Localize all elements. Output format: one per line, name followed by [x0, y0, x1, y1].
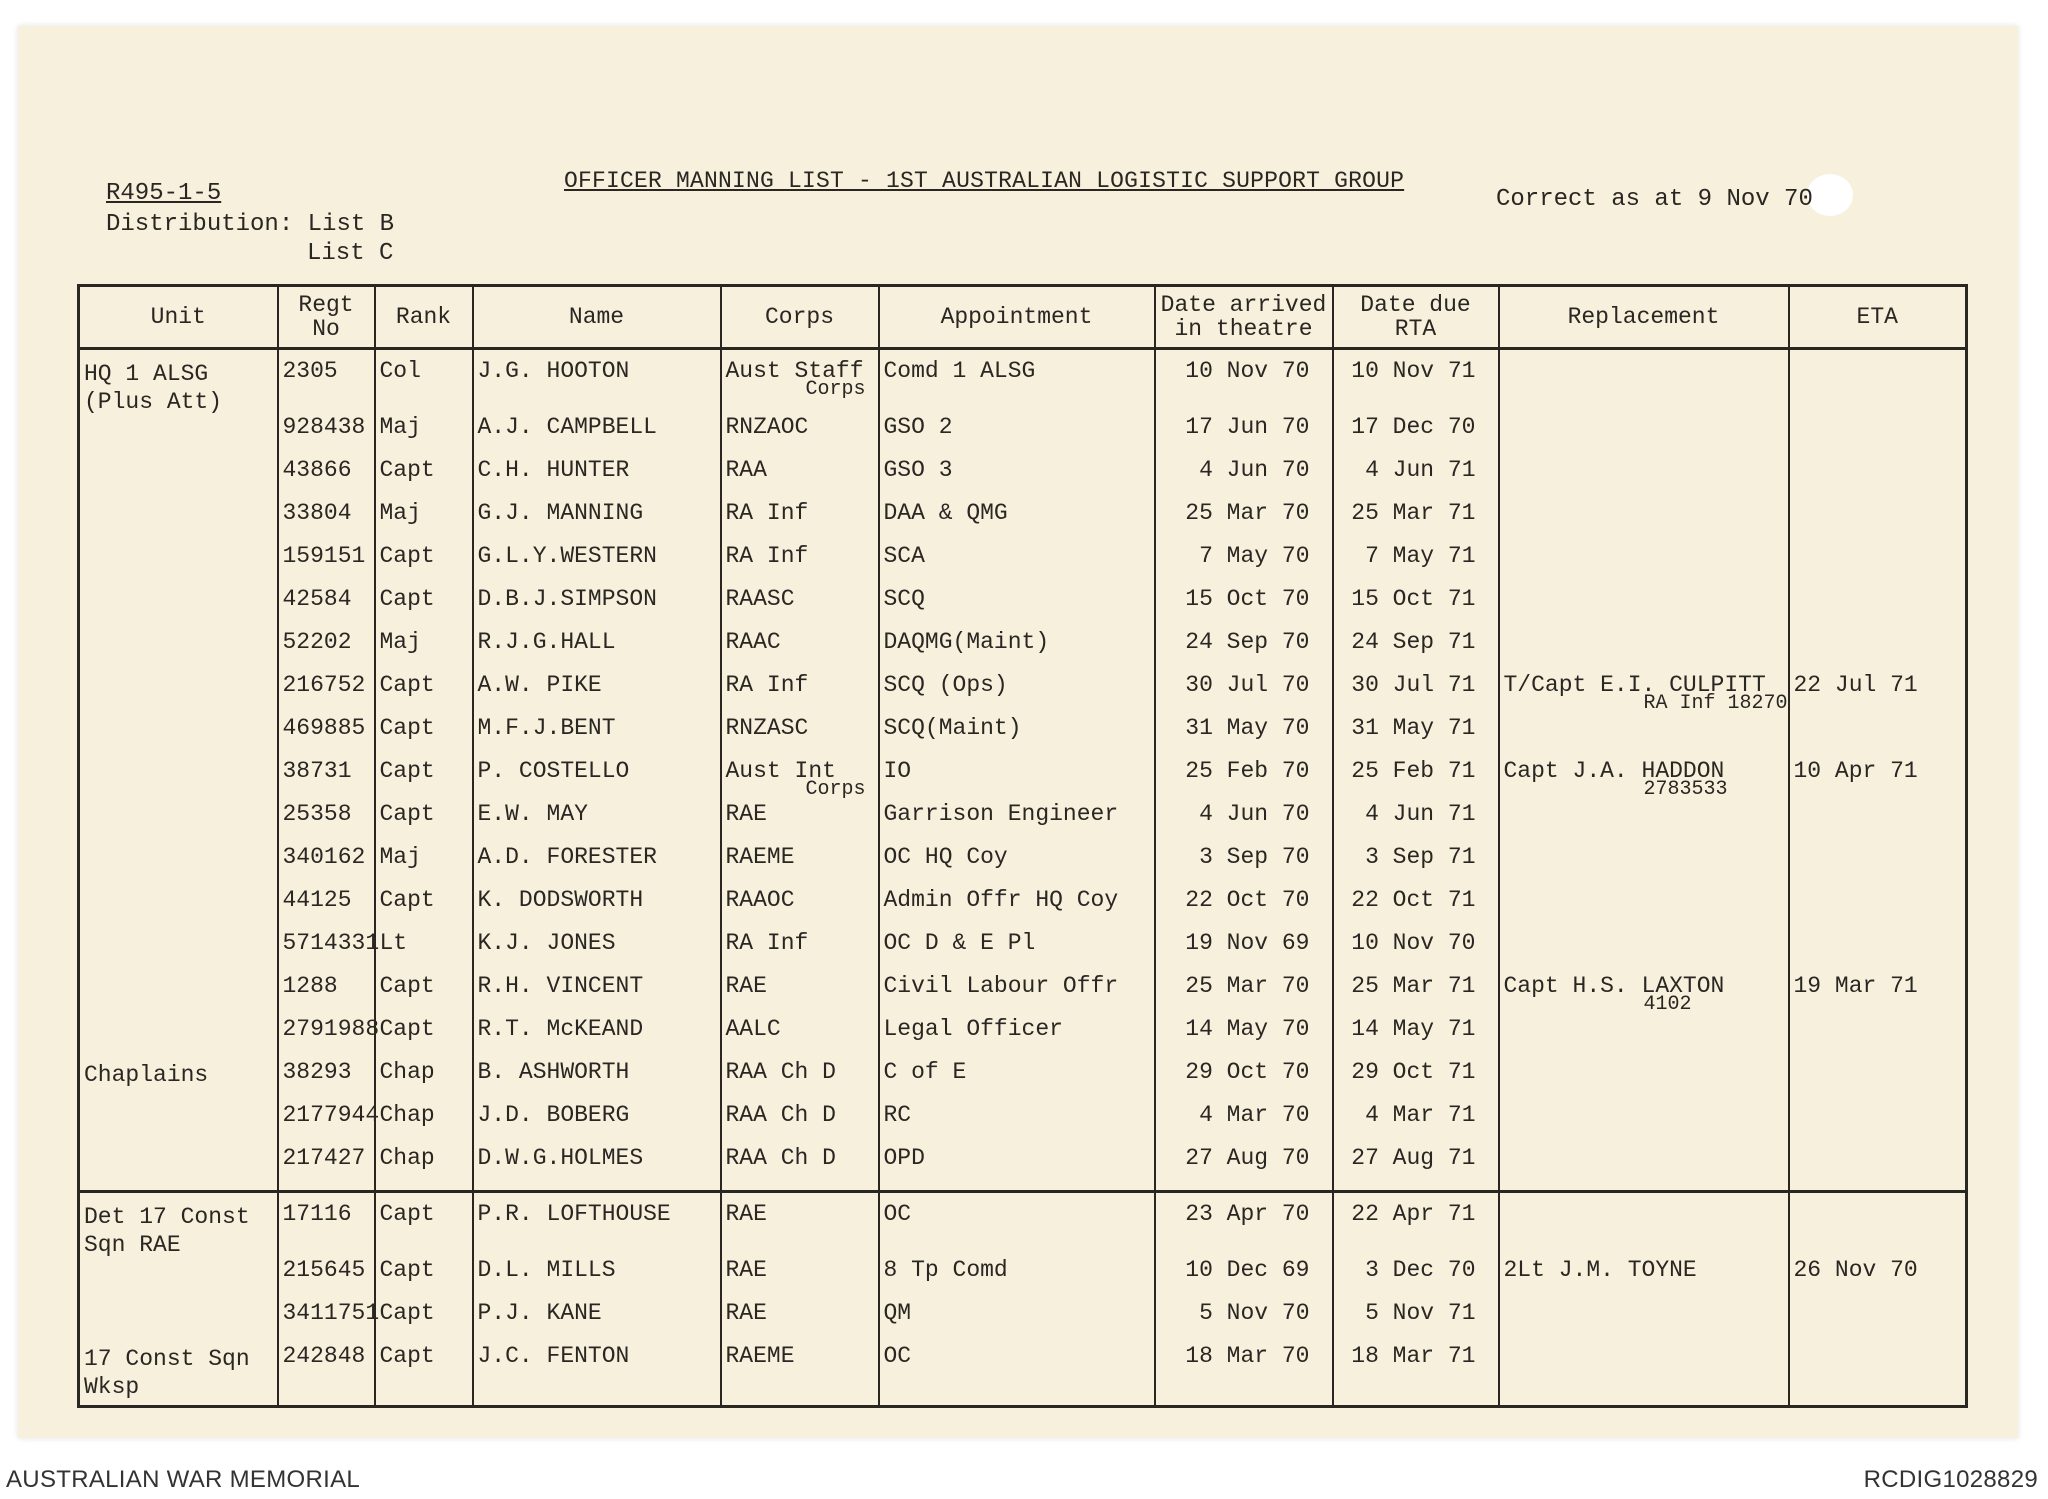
- cell-date-due: 10 Nov 71: [1333, 349, 1499, 417]
- cell-corps: RAE: [721, 803, 879, 846]
- cell-appointment: Garrison Engineer: [879, 803, 1155, 846]
- cell-corps: RAA Ch D: [721, 1061, 879, 1104]
- col-corps: Corps: [721, 286, 879, 349]
- cell-unit: [79, 459, 278, 502]
- cell-corps: RA Inf: [721, 545, 879, 588]
- cell-date-due: 18 Mar 71: [1333, 1345, 1499, 1407]
- cell-date-due: 15 Oct 71: [1333, 588, 1499, 631]
- cell-corps: RAE: [721, 1302, 879, 1345]
- cell-replacement: Capt J.A. HADDON 2783533: [1499, 760, 1789, 803]
- table-row: [79, 1259, 1967, 1302]
- cell-corps: RAE: [721, 1192, 879, 1260]
- table-row: [79, 674, 1967, 717]
- cell-regt-no: 217427: [278, 1147, 375, 1192]
- cell-replacement: [1499, 1192, 1789, 1260]
- cell-replacement: [1499, 349, 1789, 417]
- cell-corps: RA Inf: [721, 502, 879, 545]
- cell-rank: Capt: [375, 1345, 473, 1407]
- cell-eta: [1789, 459, 1967, 502]
- table-row: [79, 803, 1967, 846]
- cell-eta: [1789, 1104, 1967, 1147]
- cell-replacement: Capt H.S. LAXTON 4102: [1499, 975, 1789, 1018]
- cell-unit: [79, 760, 278, 803]
- cell-name: K. DODSWORTH: [473, 889, 721, 932]
- cell-date-arrived: 7 May 70: [1155, 545, 1333, 588]
- cell-rank: Maj: [375, 631, 473, 674]
- cell-eta: [1789, 1302, 1967, 1345]
- cell-rank: Capt: [375, 1018, 473, 1061]
- distribution-label: Distribution:: [106, 211, 294, 238]
- cell-regt-no: 38731: [278, 760, 375, 803]
- cell-eta: [1789, 502, 1967, 545]
- cell-replacement: [1499, 1061, 1789, 1104]
- cell-name: D.W.G.HOLMES: [473, 1147, 721, 1192]
- cell-appointment: GSO 3: [879, 459, 1155, 502]
- cell-unit: Chaplains: [79, 1061, 278, 1104]
- cell-regt-no: 216752: [278, 674, 375, 717]
- cell-unit: [79, 975, 278, 1018]
- cell-rank: Maj: [375, 846, 473, 889]
- cell-name: R.T. McKEAND: [473, 1018, 721, 1061]
- cell-date-arrived: 4 Mar 70: [1155, 1104, 1333, 1147]
- cell-appointment: OC: [879, 1345, 1155, 1407]
- cell-date-arrived: 3 Sep 70: [1155, 846, 1333, 889]
- cell-corps: RAEME: [721, 846, 879, 889]
- cell-rank: Chap: [375, 1061, 473, 1104]
- cell-regt-no: 928438: [278, 416, 375, 459]
- cell-eta: [1789, 1345, 1967, 1407]
- col-eta: ETA: [1789, 286, 1967, 349]
- table-row: [79, 459, 1967, 502]
- cell-rank: Capt: [375, 717, 473, 760]
- table-row: [79, 717, 1967, 760]
- cell-appointment: GSO 2: [879, 416, 1155, 459]
- cell-replacement: [1499, 932, 1789, 975]
- cell-unit: [79, 1302, 278, 1345]
- cell-name: J.C. FENTON: [473, 1345, 721, 1407]
- cell-date-arrived: 29 Oct 70: [1155, 1061, 1333, 1104]
- cell-eta: [1789, 1147, 1967, 1192]
- cell-date-due: 10 Nov 70: [1333, 932, 1499, 975]
- footer-id: RCDIG1028829: [1863, 1466, 2038, 1493]
- cell-regt-no: 2305: [278, 349, 375, 417]
- table-body: [79, 349, 1967, 1407]
- cell-corps: RAE: [721, 975, 879, 1018]
- cell-eta: [1789, 889, 1967, 932]
- cell-unit: [79, 889, 278, 932]
- cell-date-arrived: 5 Nov 70: [1155, 1302, 1333, 1345]
- cell-corps: RAA Ch D: [721, 1104, 879, 1147]
- cell-name: A.D. FORESTER: [473, 846, 721, 889]
- cell-corps: RAAOC: [721, 889, 879, 932]
- cell-eta: [1789, 717, 1967, 760]
- distribution-list-c: List C: [307, 240, 394, 267]
- col-unit: Unit: [79, 286, 278, 349]
- cell-name: G.J. MANNING: [473, 502, 721, 545]
- cell-replacement: [1499, 889, 1789, 932]
- cell-date-arrived: 30 Jul 70: [1155, 674, 1333, 717]
- document-title: OFFICER MANNING LIST - 1ST AUSTRALIAN LOGISTIC SUPPORT GROUP: [564, 168, 1405, 194]
- cell-replacement: [1499, 803, 1789, 846]
- cell-unit: HQ 1 ALSG (Plus Att): [79, 349, 278, 417]
- cell-regt-no: 25358: [278, 803, 375, 846]
- cell-date-due: 31 May 71: [1333, 717, 1499, 760]
- cell-name: D.B.J.SIMPSON: [473, 588, 721, 631]
- cell-replacement: T/Capt E.I. CULPITT RA Inf 18270: [1499, 674, 1789, 717]
- cell-name: D.L. MILLS: [473, 1259, 721, 1302]
- cell-regt-no: 469885: [278, 717, 375, 760]
- cell-name: C.H. HUNTER: [473, 459, 721, 502]
- cell-unit: [79, 846, 278, 889]
- cell-corps: RAA Ch D: [721, 1147, 879, 1192]
- cell-date-due: 29 Oct 71: [1333, 1061, 1499, 1104]
- cell-appointment: Admin Offr HQ Coy: [879, 889, 1155, 932]
- cell-regt-no: 242848: [278, 1345, 375, 1407]
- cell-appointment: Legal Officer: [879, 1018, 1155, 1061]
- cell-regt-no: 44125: [278, 889, 375, 932]
- cell-regt-no: 38293: [278, 1061, 375, 1104]
- cell-eta: 22 Jul 71: [1789, 674, 1967, 717]
- cell-name: R.H. VINCENT: [473, 975, 721, 1018]
- cell-eta: [1789, 932, 1967, 975]
- table-row: [79, 1192, 1967, 1260]
- cell-name: E.W. MAY: [473, 803, 721, 846]
- cell-appointment: SCQ: [879, 588, 1155, 631]
- cell-name: M.F.J.BENT: [473, 717, 721, 760]
- footer-source: AUSTRALIAN WAR MEMORIAL: [6, 1466, 361, 1493]
- cell-corps: RA Inf: [721, 932, 879, 975]
- cell-eta: [1789, 416, 1967, 459]
- distribution: [106, 210, 394, 268]
- cell-rank: Capt: [375, 674, 473, 717]
- officer-manning-table: [77, 284, 1968, 1408]
- cell-regt-no: 33804: [278, 502, 375, 545]
- cell-date-due: 14 May 71: [1333, 1018, 1499, 1061]
- cell-rank: Capt: [375, 889, 473, 932]
- cell-unit: [79, 545, 278, 588]
- cell-eta: [1789, 1192, 1967, 1260]
- cell-rank: Capt: [375, 545, 473, 588]
- cell-regt-no: 215645: [278, 1259, 375, 1302]
- cell-eta: [1789, 1061, 1967, 1104]
- cell-replacement: [1499, 1147, 1789, 1192]
- cell-name: K.J. JONES: [473, 932, 721, 975]
- punch-hole: [1807, 174, 1853, 216]
- cell-unit: [79, 1018, 278, 1061]
- cell-regt-no: 17116: [278, 1192, 375, 1260]
- cell-date-arrived: 15 Oct 70: [1155, 588, 1333, 631]
- table-row: [79, 545, 1967, 588]
- cell-name: J.G. HOOTON: [473, 349, 721, 417]
- cell-corps: AALC: [721, 1018, 879, 1061]
- cell-name: R.J.G.HALL: [473, 631, 721, 674]
- cell-name: J.D. BOBERG: [473, 1104, 721, 1147]
- cell-unit: [79, 932, 278, 975]
- cell-replacement: [1499, 1345, 1789, 1407]
- cell-replacement: [1499, 1302, 1789, 1345]
- cell-date-arrived: 10 Dec 69: [1155, 1259, 1333, 1302]
- table-row: [79, 1147, 1967, 1192]
- cell-unit: [79, 803, 278, 846]
- cell-regt-no: 2791988: [278, 1018, 375, 1061]
- cell-eta: 26 Nov 70: [1789, 1259, 1967, 1302]
- cell-date-due: 27 Aug 71: [1333, 1147, 1499, 1192]
- cell-eta: [1789, 1018, 1967, 1061]
- cell-corps: Aust Staff Corps: [721, 349, 879, 417]
- cell-regt-no: 52202: [278, 631, 375, 674]
- cell-rank: Chap: [375, 1147, 473, 1192]
- cell-replacement: [1499, 1018, 1789, 1061]
- cell-appointment: SCA: [879, 545, 1155, 588]
- cell-eta: [1789, 846, 1967, 889]
- cell-date-arrived: 22 Oct 70: [1155, 889, 1333, 932]
- cell-regt-no: 43866: [278, 459, 375, 502]
- cell-date-arrived: 27 Aug 70: [1155, 1147, 1333, 1192]
- cell-rank: Capt: [375, 1192, 473, 1260]
- cell-appointment: OC: [879, 1192, 1155, 1260]
- cell-regt-no: 42584: [278, 588, 375, 631]
- cell-appointment: OPD: [879, 1147, 1155, 1192]
- table-row: [79, 1104, 1967, 1147]
- cell-unit: [79, 674, 278, 717]
- cell-date-due: 30 Jul 71: [1333, 674, 1499, 717]
- cell-rank: Capt: [375, 975, 473, 1018]
- cell-replacement: [1499, 502, 1789, 545]
- cell-rank: Capt: [375, 1302, 473, 1345]
- distribution-list-b: List B: [307, 211, 395, 238]
- cell-eta: [1789, 803, 1967, 846]
- cell-appointment: IO: [879, 760, 1155, 803]
- cell-rank: Capt: [375, 1259, 473, 1302]
- cell-replacement: 2Lt J.M. TOYNE: [1499, 1259, 1789, 1302]
- table-row: [79, 1061, 1967, 1104]
- table-row: [79, 1018, 1967, 1061]
- cell-date-arrived: 25 Mar 70: [1155, 502, 1333, 545]
- cell-date-due: 25 Mar 71: [1333, 975, 1499, 1018]
- table-row: [79, 1302, 1967, 1345]
- cell-date-arrived: 17 Jun 70: [1155, 416, 1333, 459]
- cell-unit: [79, 717, 278, 760]
- cell-rank: Maj: [375, 416, 473, 459]
- cell-name: P. COSTELLO: [473, 760, 721, 803]
- header-row: [79, 286, 1967, 349]
- table-row: [79, 846, 1967, 889]
- cell-date-due: 7 May 71: [1333, 545, 1499, 588]
- cell-date-arrived: 18 Mar 70: [1155, 1345, 1333, 1407]
- cell-date-due: 24 Sep 71: [1333, 631, 1499, 674]
- cell-name: A.J. CAMPBELL: [473, 416, 721, 459]
- cell-corps: RNZASC: [721, 717, 879, 760]
- cell-unit: 17 Const Sqn Wksp: [79, 1345, 278, 1407]
- cell-date-due: 22 Oct 71: [1333, 889, 1499, 932]
- cell-replacement: [1499, 416, 1789, 459]
- cell-regt-no: 340162: [278, 846, 375, 889]
- cell-date-due: 5 Nov 71: [1333, 1302, 1499, 1345]
- cell-appointment: RC: [879, 1104, 1155, 1147]
- col-rank: Rank: [375, 286, 473, 349]
- cell-unit: [79, 631, 278, 674]
- cell-date-due: 4 Mar 71: [1333, 1104, 1499, 1147]
- cell-unit: Det 17 Const Sqn RAE: [79, 1192, 278, 1260]
- cell-appointment: DAA & QMG: [879, 502, 1155, 545]
- table-row: [79, 889, 1967, 932]
- col-regt-no: Regt No: [278, 286, 375, 349]
- cell-date-due: 22 Apr 71: [1333, 1192, 1499, 1260]
- cell-eta: [1789, 588, 1967, 631]
- correct-as-at: Correct as at 9 Nov 70: [1496, 186, 1813, 213]
- cell-appointment: OC D & E Pl: [879, 932, 1155, 975]
- cell-appointment: DAQMG(Maint): [879, 631, 1155, 674]
- table-row: [79, 932, 1967, 975]
- cell-corps: RAEME: [721, 1345, 879, 1407]
- col-name: Name: [473, 286, 721, 349]
- cell-rank: Capt: [375, 760, 473, 803]
- cell-name: P.J. KANE: [473, 1302, 721, 1345]
- cell-unit: [79, 416, 278, 459]
- cell-date-due: 3 Dec 70: [1333, 1259, 1499, 1302]
- cell-rank: Lt: [375, 932, 473, 975]
- cell-date-arrived: 4 Jun 70: [1155, 459, 1333, 502]
- table-row: [79, 416, 1967, 459]
- cell-eta: [1789, 545, 1967, 588]
- cell-replacement: [1499, 846, 1789, 889]
- cell-appointment: QM: [879, 1302, 1155, 1345]
- cell-date-arrived: 19 Nov 69: [1155, 932, 1333, 975]
- table-row: [79, 1345, 1967, 1407]
- cell-eta: [1789, 349, 1967, 417]
- cell-name: A.W. PIKE: [473, 674, 721, 717]
- cell-corps: Aust Int Corps: [721, 760, 879, 803]
- cell-date-arrived: 25 Mar 70: [1155, 975, 1333, 1018]
- cell-appointment: Civil Labour Offr: [879, 975, 1155, 1018]
- cell-corps: RNZAOC: [721, 416, 879, 459]
- cell-corps: RA Inf: [721, 674, 879, 717]
- cell-date-due: 25 Feb 71: [1333, 760, 1499, 803]
- cell-date-arrived: 10 Nov 70: [1155, 349, 1333, 417]
- cell-replacement: [1499, 459, 1789, 502]
- cell-name: B. ASHWORTH: [473, 1061, 721, 1104]
- cell-date-arrived: 31 May 70: [1155, 717, 1333, 760]
- cell-regt-no: 5714331: [278, 932, 375, 975]
- table-row: [79, 760, 1967, 803]
- cell-rank: Capt: [375, 588, 473, 631]
- cell-regt-no: 3411751: [278, 1302, 375, 1345]
- cell-date-due: 17 Dec 70: [1333, 416, 1499, 459]
- table-row: [79, 631, 1967, 674]
- cell-regt-no: 2177944: [278, 1104, 375, 1147]
- cell-corps: RAA: [721, 459, 879, 502]
- cell-rank: Col: [375, 349, 473, 417]
- cell-appointment: OC HQ Coy: [879, 846, 1155, 889]
- cell-unit: [79, 502, 278, 545]
- cell-rank: Capt: [375, 803, 473, 846]
- cell-date-arrived: 4 Jun 70: [1155, 803, 1333, 846]
- cell-regt-no: 1288: [278, 975, 375, 1018]
- cell-appointment: Comd 1 ALSG: [879, 349, 1155, 417]
- cell-replacement: [1499, 717, 1789, 760]
- cell-date-arrived: 14 May 70: [1155, 1018, 1333, 1061]
- cell-eta: 10 Apr 71: [1789, 760, 1967, 803]
- table-row: [79, 349, 1967, 417]
- cell-appointment: SCQ(Maint): [879, 717, 1155, 760]
- cell-unit: [79, 1259, 278, 1302]
- cell-appointment: 8 Tp Comd: [879, 1259, 1155, 1302]
- cell-unit: [79, 588, 278, 631]
- cell-rank: Capt: [375, 459, 473, 502]
- cell-name: G.L.Y.WESTERN: [473, 545, 721, 588]
- cell-unit: [79, 1147, 278, 1192]
- cell-date-arrived: 24 Sep 70: [1155, 631, 1333, 674]
- col-appointment: Appointment: [879, 286, 1155, 349]
- cell-eta: [1789, 631, 1967, 674]
- col-date-due: Date due RTA: [1333, 286, 1499, 349]
- col-date-arrived: Date arrived in theatre: [1155, 286, 1333, 349]
- cell-date-due: 25 Mar 71: [1333, 502, 1499, 545]
- table-row: [79, 975, 1967, 1018]
- cell-rank: Chap: [375, 1104, 473, 1147]
- cell-date-due: 4 Jun 71: [1333, 803, 1499, 846]
- table-row: [79, 588, 1967, 631]
- cell-date-due: 3 Sep 71: [1333, 846, 1499, 889]
- file-reference: R495-1-5: [106, 180, 222, 207]
- cell-unit: [79, 1104, 278, 1147]
- cell-replacement: [1499, 545, 1789, 588]
- cell-corps: RAASC: [721, 588, 879, 631]
- cell-regt-no: 159151: [278, 545, 375, 588]
- cell-replacement: [1499, 1104, 1789, 1147]
- cell-appointment: SCQ (Ops): [879, 674, 1155, 717]
- cell-name: P.R. LOFTHOUSE: [473, 1192, 721, 1260]
- cell-date-arrived: 25 Feb 70: [1155, 760, 1333, 803]
- cell-date-due: 4 Jun 71: [1333, 459, 1499, 502]
- cell-appointment: C of E: [879, 1061, 1155, 1104]
- cell-eta: 19 Mar 71: [1789, 975, 1967, 1018]
- cell-rank: Maj: [375, 502, 473, 545]
- cell-date-arrived: 23 Apr 70: [1155, 1192, 1333, 1260]
- table-row: [79, 502, 1967, 545]
- cell-replacement: [1499, 588, 1789, 631]
- cell-corps: RAAC: [721, 631, 879, 674]
- cell-replacement: [1499, 631, 1789, 674]
- cell-corps: RAE: [721, 1259, 879, 1302]
- col-replacement: Replacement: [1499, 286, 1789, 349]
